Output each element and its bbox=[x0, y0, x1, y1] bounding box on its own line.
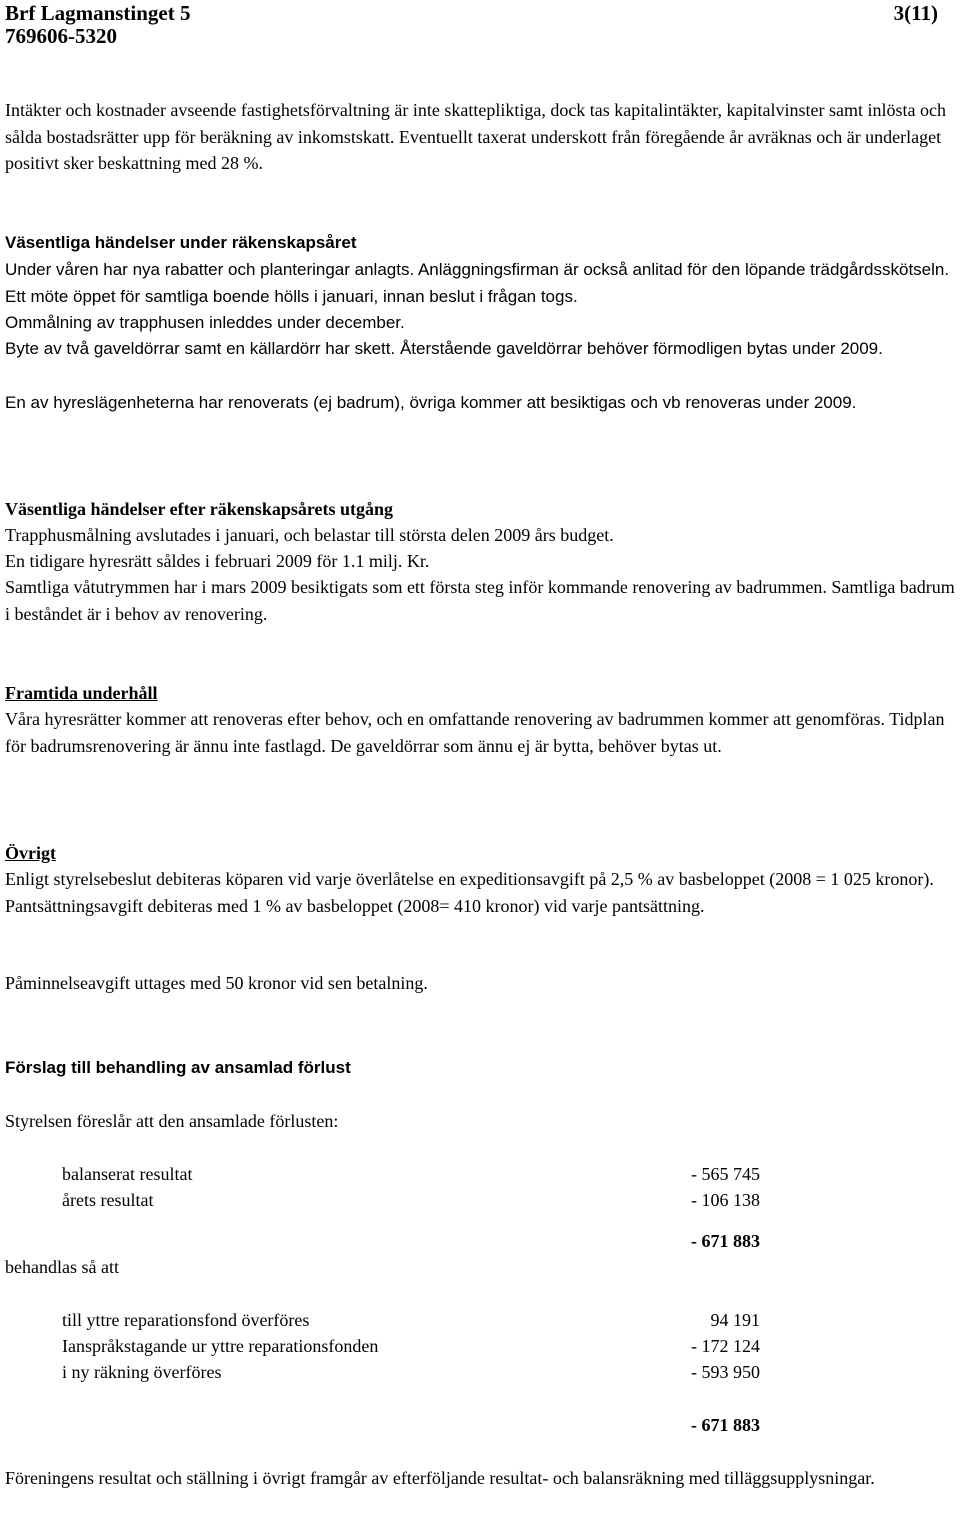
allocation-row-label: till yttre reparationsfond överföres bbox=[62, 1310, 310, 1330]
future-maintenance-paragraph: Våra hyresrätter kommer att renoveras efter behov, och en omfattande renovering av badrummen kommer att genomföras. Tidplan för badrumsrenovering är ännu inte fastlagd. De gaveldörrar som ännu ej är bytta, behöver bytas ut. bbox=[5, 709, 945, 756]
events-during-paragraph: Under våren har nya rabatter och planteringar anlagts. Anläggningsfirman är också anlitad för den löpande trädgårdsskötseln. Ett möte öppet för samtliga boende hölls i januari, innan beslut i frågan togs. bbox=[5, 260, 950, 306]
events-during-line-3: Byte av två gaveldörrar samt en källardörr har skett. Återstående gaveldörrar behöver förmodligen bytas under 2009. bbox=[5, 339, 883, 358]
allocation-row-amount: - 172 124 bbox=[691, 1336, 760, 1356]
allocation-row-label: Ianspråkstagande ur yttre reparationsfonden bbox=[62, 1336, 379, 1356]
allocation-row-label: i ny räkning överföres bbox=[62, 1362, 222, 1382]
reminder-fee-paragraph: Påminnelseavgift uttages med 50 kronor vid sen betalning. bbox=[5, 973, 428, 993]
allocation-row-amount: - 593 950 bbox=[691, 1362, 760, 1382]
tax-paragraph: Intäkter och kostnader avseende fastighetsförvaltning är inte skattepliktiga, dock tas kapitalintäkter, kapitalvinster samt inlösta och sålda bostadsrätter upp för beräkning av inkomstskatt. Eventuellt taxerat underskott från föregående år avräknas och är underlaget positivt sker beskattning med 28 %. bbox=[5, 100, 946, 173]
loss-proposal-intro: Styrelsen föreslår att den ansamlade förlusten: bbox=[5, 1111, 339, 1131]
heading-other: Övrigt bbox=[5, 843, 56, 863]
heading-loss-proposal: Förslag till behandling av ansamlad förlust bbox=[5, 1058, 351, 1077]
loss-row-amount: - 565 745 bbox=[691, 1164, 760, 1184]
treated-as-label: behandlas så att bbox=[5, 1257, 119, 1277]
loss-subtotal: - 671 883 bbox=[691, 1231, 760, 1251]
heading-events-after-year: Väsentliga händelser efter räkenskapsårets utgång bbox=[5, 499, 394, 519]
events-during-line-4: En av hyreslägenheterna har renoverats (ej badrum), övriga kommer att besiktigas och vb renoveras under 2009. bbox=[5, 393, 857, 412]
loss-row-amount: - 106 138 bbox=[691, 1190, 760, 1210]
other-paragraph: Enligt styrelsebeslut debiteras köparen vid varje överlåtelse en expeditionsavgift på 2,5 % av basbeloppet (2008 = 1 025 kronor). Pantsättningsavgift debiteras med 1 % av basbeloppet (2008= 410 kronor) vid varje pantsättning. bbox=[5, 869, 934, 916]
events-during-line-2: Ommålning av trapphusen inleddes under december. bbox=[5, 313, 405, 332]
allocation-row-amount: 94 191 bbox=[710, 1310, 760, 1330]
events-after-line-3: Samtliga våtutrymmen har i mars 2009 besiktigats som ett första steg inför kommande renovering av badrummen. Samtliga badrum i beståndet är i behov av renovering. bbox=[5, 577, 955, 624]
events-after-line-2: En tidigare hyresrätt såldes i februari 2009 för 1.1 milj. Kr. bbox=[5, 551, 430, 571]
org-number: 769606-5320 bbox=[5, 24, 117, 48]
heading-events-during-year: Väsentliga händelser under räkenskapsåret bbox=[5, 233, 357, 252]
events-after-line-1: Trapphusmålning avslutades i januari, och belastar till största delen 2009 års budget. bbox=[5, 525, 614, 545]
allocation-total: - 671 883 bbox=[691, 1415, 760, 1435]
closing-paragraph: Föreningens resultat och ställning i övrigt framgår av efterföljande resultat- och balansräkning med tilläggsupplysningar. bbox=[5, 1468, 875, 1488]
page-number: 3(11) bbox=[893, 1, 938, 25]
association-name: Brf Lagmanstinget 5 bbox=[5, 1, 191, 25]
loss-row-label: årets resultat bbox=[62, 1190, 154, 1210]
heading-future-maintenance: Framtida underhåll bbox=[5, 683, 158, 703]
loss-row-label: balanserat resultat bbox=[62, 1164, 193, 1184]
